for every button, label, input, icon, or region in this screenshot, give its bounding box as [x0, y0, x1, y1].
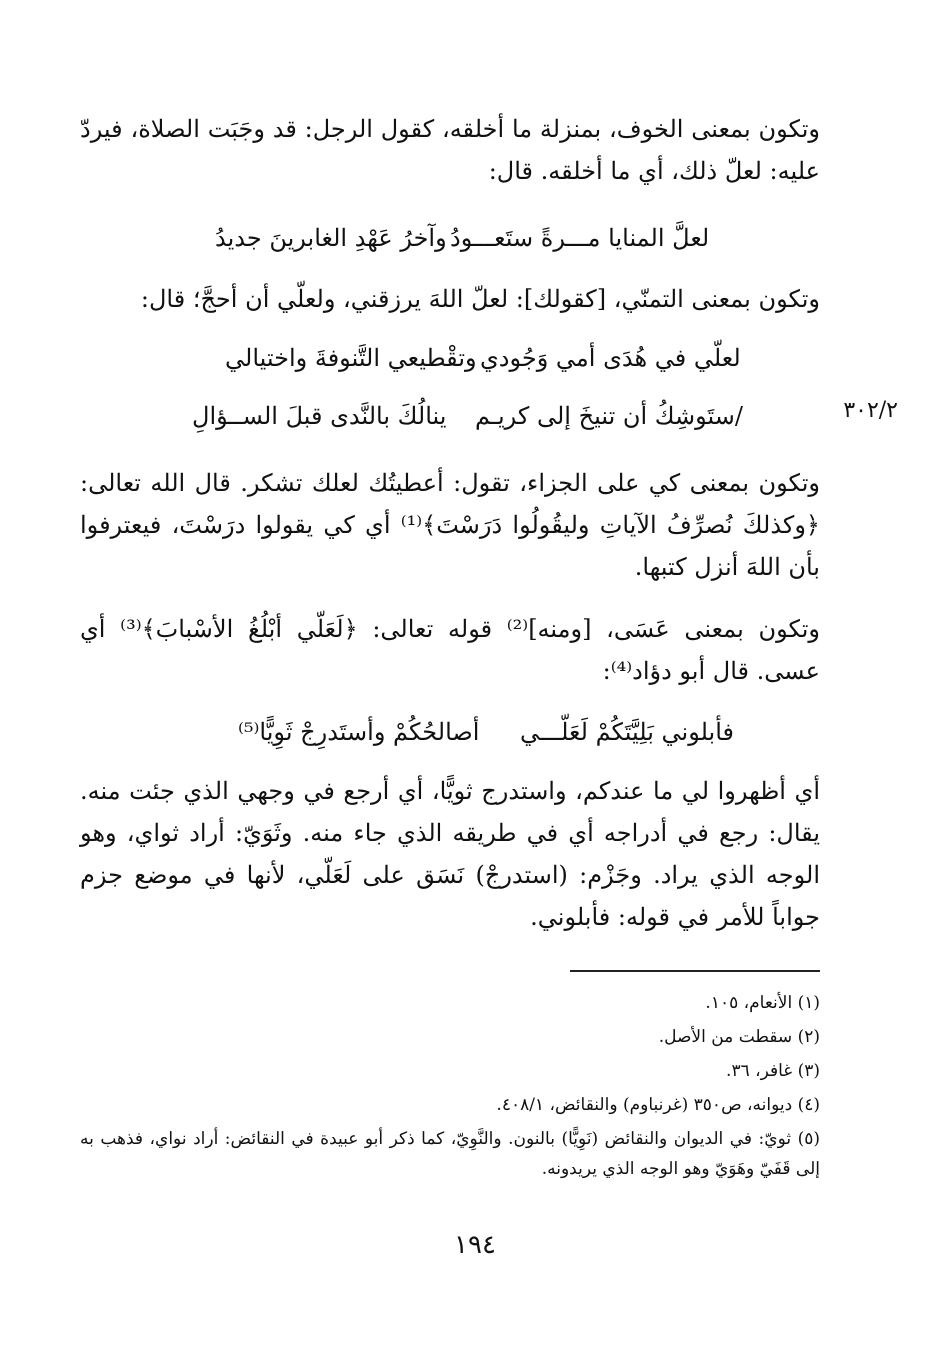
footnote-2: (٢) سقطت من الأصل.	[658, 1027, 820, 1047]
paragraph-2: وتكون بمعنى التمنّي، [كقولك]: لعلّ اللهَ يرزقني، ولعلّي أن أحجَّ؛ قال:	[140, 285, 820, 313]
footnote-separator	[570, 970, 820, 972]
footnote-5: (٥) ثويّ: في الديوان والنقائض (نَوِيًّا) بالنون. والنَّوِيّ، كما ذكر أبو عبيدة في النقائض: أراد نواي، فذهب به إلى قَفَيّ وهَوَيّ وهو الوجه الذي يريدونه.	[80, 1129, 820, 1179]
verse-3-second-hemistich: ينالُكَ بالنَّدى قبلَ الســؤالِ	[192, 402, 447, 430]
margin-reference: ٣٠٢/٢	[843, 398, 898, 423]
verse-1-second-hemistich: وآخرُ عَهْدِ الغابرينَ جديدُ	[215, 224, 447, 252]
verse-2-second-hemistich: وتقْطيعي التَّنوفةَ واختيالي	[225, 344, 477, 372]
verse-3-first-hemistich: /ستَوشِكُ أن تنيخَ إلى كريـم	[475, 402, 743, 430]
paragraph-5: أي أظهروا لي ما عندكم، واستدرج ثويًّا، أي أرجع في وجهي الذي جئت منه. يقال: رجع في أدراجه أي في طريقه الذي جاء منه. وثَوَيّ: أراد ثواي، وهو الوجه الذي يراد. وجَزْم: (استدرجْ) نَسَق على لَعَلّي، لأنها في موضع جزم جواباً للأمر في قوله: فأبلوني.	[80, 777, 820, 931]
paragraph-1: وتكون بمعنى الخوف، بمنزلة ما أخلقه، كقول الرجل: قد وجَبَت الصلاة، فيردّ عليه: لعلّ ذلك، أي ما أخلقه. قال:	[80, 115, 820, 185]
verse-4-second-hemistich: أصالحُكُمْ وأستَدرِجْ ثَوِيًّا⁽⁵⁾	[238, 718, 480, 746]
verse-4-first-hemistich: فأبلوني بَلِيَّتَكُمْ لَعَلّـــي	[520, 718, 735, 746]
footnote-3: (٣) غافر، ٣٦.	[726, 1061, 820, 1081]
paragraph-3: وتكون بمعنى كي على الجزاء، تقول: أعطيتُك لعلك تشكر. قال الله تعالى: ﴿وكذلكَ نُصرِّفُ الآياتِ وليقُولُوا دَرَسْتَ﴾⁽¹⁾ أي كي يقولوا درَسْتَ، فيعترفوا بأن اللهَ أنزل كتبها.	[80, 469, 820, 581]
page-number: ١٩٤	[454, 1230, 496, 1260]
footnote-4: (٤) ديوانه، ص٣٥٠ (غرنباوم) والنقائض، ٤٠٨/١.	[496, 1095, 820, 1115]
verse-1-first-hemistich: لعلَّ المنايا مـــرةً ستَعـــودُ	[450, 224, 710, 252]
paragraph-4: وتكون بمعنى عَسَى، [ومنه]⁽²⁾ قوله تعالى: ﴿لَعَلّي أبْلُغُ الأسْبابَ﴾⁽³⁾ أي عسى. قال أبو دؤاد⁽⁴⁾:	[80, 615, 820, 685]
verse-2-first-hemistich: لعلّي في هُدَى أمي وَجُودي	[480, 344, 741, 372]
footnote-1: (١) الأنعام، ١٠٥.	[705, 993, 820, 1013]
